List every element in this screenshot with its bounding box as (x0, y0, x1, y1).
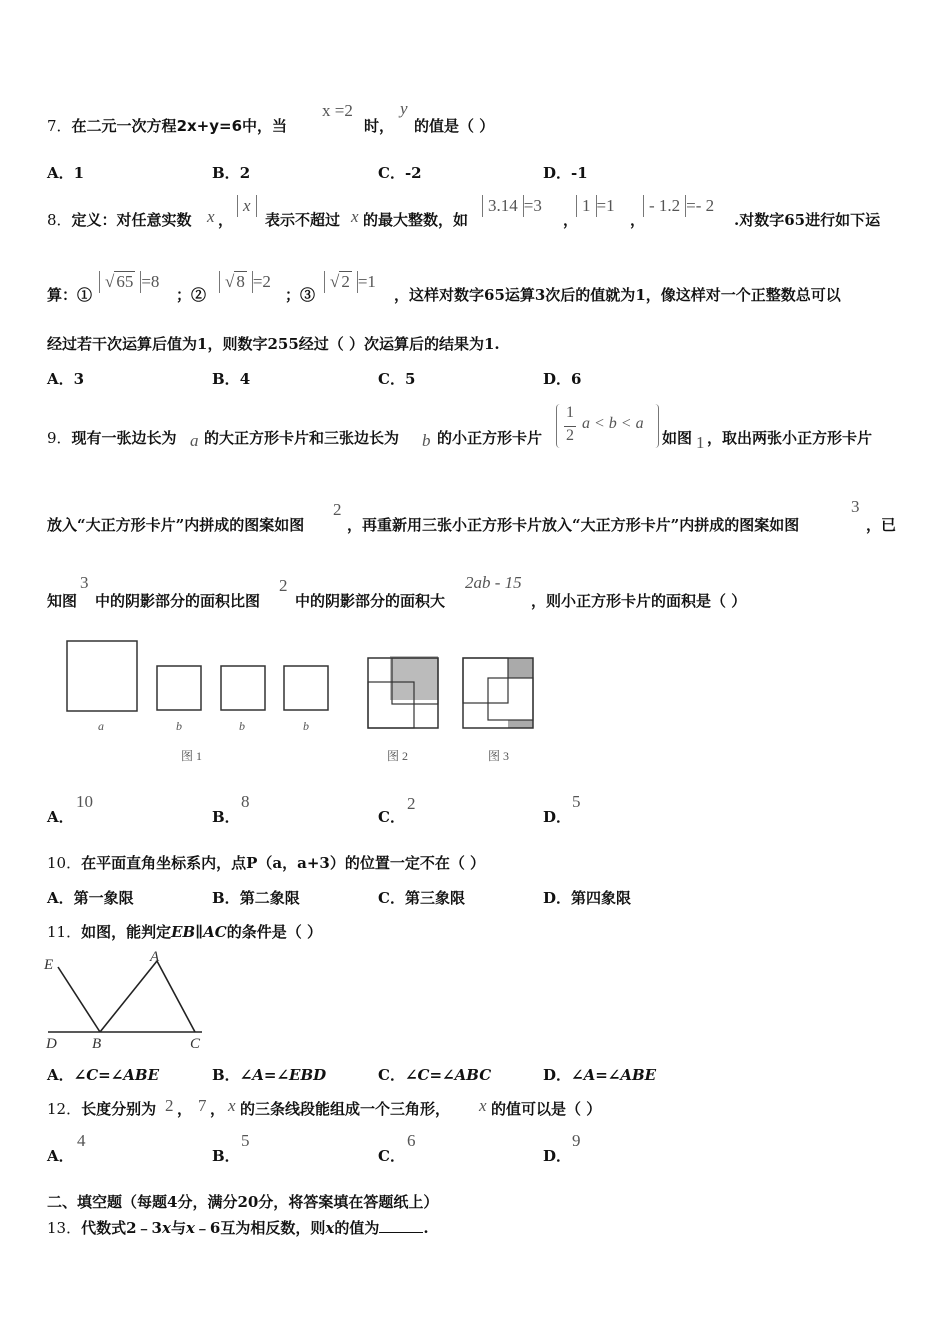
q10-option-a[interactable]: A．第一象限 (47, 889, 134, 907)
label-a: A (150, 949, 160, 965)
label-a: a (98, 719, 104, 733)
segment-ac (157, 961, 195, 1032)
q12-option-b[interactable]: B． (212, 1147, 240, 1165)
q10-option-b[interactable]: B．第二象限 (212, 889, 300, 907)
small-square (284, 666, 328, 710)
q11-figure (40, 945, 220, 1055)
q11-number: 11． (47, 923, 82, 941)
q13-stem: 13．代数式2﹣3x与x﹣6互为相反数，则x的值为 . (47, 1219, 429, 1237)
q11-option-a[interactable]: A．∠C=∠ABE (47, 1066, 160, 1084)
label-b: B (92, 1036, 102, 1052)
label-c: C (190, 1036, 201, 1052)
label-b: b (176, 719, 182, 733)
q10-number: 10． (47, 854, 82, 872)
q12-stem: 12．长度分别为 (47, 1100, 157, 1118)
q9-option-b[interactable]: B． (212, 808, 240, 826)
q9-stem: 9．现有一张边长为 (47, 429, 177, 447)
q8-step-3: √ 2 =1 (324, 271, 376, 293)
q11-condition: EB∥AC (171, 923, 227, 941)
q8-step-2: √ 8 =2 (219, 271, 271, 293)
q8-example-2: 1 =1 (576, 195, 615, 217)
q11-option-b[interactable]: B．∠A=∠EBD (212, 1066, 327, 1084)
q9-condition: 1 2 a < b < a (556, 404, 659, 448)
q8-option-c[interactable]: C．5 (378, 370, 416, 388)
q8-option-d[interactable]: D．6 (543, 370, 582, 388)
answer-blank[interactable] (379, 1232, 423, 1233)
q10-option-d[interactable]: D．第四象限 (543, 889, 632, 907)
q8-line3: 经过若干次运算后值为1，则数字255经过（ ）次运算后的结果为1. (47, 335, 500, 353)
q9-figure (60, 636, 550, 768)
q9-expression: 2ab - 15 (465, 573, 522, 592)
q10-option-c[interactable]: C．第三象限 (378, 889, 465, 907)
q8-option-b[interactable]: B．4 (212, 370, 251, 388)
q9-option-a[interactable]: A． (47, 808, 74, 826)
q12-option-a[interactable]: A． (47, 1147, 74, 1165)
q7-condition: x =2 (322, 101, 353, 120)
q9-number: 9． (47, 429, 72, 447)
q7-option-a[interactable]: A．1 (47, 164, 85, 182)
q7-option-b[interactable]: B．2 (212, 164, 251, 182)
q12-option-d[interactable]: D． (543, 1147, 572, 1165)
q8-stem: 8．定义：对任意实数 (47, 211, 192, 229)
q12-number: 12． (47, 1100, 82, 1118)
q8-example-3: - 1.2 =- 2 (643, 195, 714, 217)
segment-ba (100, 961, 157, 1032)
q11-option-c[interactable]: C．∠C=∠ABC (378, 1066, 492, 1084)
q7-var: y (400, 99, 408, 118)
q8-number: 8． (47, 211, 72, 229)
label-b: b (239, 719, 245, 733)
caption-fig1: 图 1 (181, 749, 203, 763)
segment-eb (58, 967, 100, 1032)
q7-equation: 2x+y=6 (176, 117, 243, 135)
caption-fig3: 图 3 (488, 749, 510, 763)
q9-option-d[interactable]: D． (543, 808, 572, 826)
big-square (67, 641, 137, 711)
q7-option-c[interactable]: C．-2 (378, 164, 422, 182)
q7-option-d[interactable]: D．-1 (543, 164, 588, 182)
q9-option-c[interactable]: C． (378, 808, 405, 826)
label-d: D (46, 1036, 57, 1052)
caption-fig2: 图 2 (387, 749, 409, 763)
fig3 (463, 658, 533, 728)
label-b: b (303, 719, 309, 733)
fig2 (368, 656, 438, 728)
q11-stem: 11．如图，能判定EB∥AC的条件是（ ） (47, 923, 322, 941)
label-e: E (44, 957, 54, 973)
section-heading: 二、填空题（每题4分，满分20分，将答案填在答题纸上） (47, 1193, 439, 1211)
q8-example-1: 3.14 =3 (482, 195, 542, 217)
small-square (157, 666, 201, 710)
q8-step-1: √ 65 =8 (99, 271, 159, 293)
q10-stem: 10．在平面直角坐标系内，点P（a，a+3）的位置一定不在（ ） (47, 854, 486, 872)
q12-option-c[interactable]: C． (378, 1147, 405, 1165)
q11-option-d[interactable]: D．∠A=∠ABE (543, 1066, 657, 1084)
q13-number: 13． (47, 1219, 82, 1237)
q7-number: 7． (47, 117, 72, 135)
fig3-shade-top (508, 658, 533, 678)
q7-stem: 7．在二元一次方程2x+y=6中，当 (47, 117, 288, 135)
small-square (221, 666, 265, 710)
q8-option-a[interactable]: A．3 (47, 370, 85, 388)
fig3-shade-bottom (508, 720, 533, 728)
